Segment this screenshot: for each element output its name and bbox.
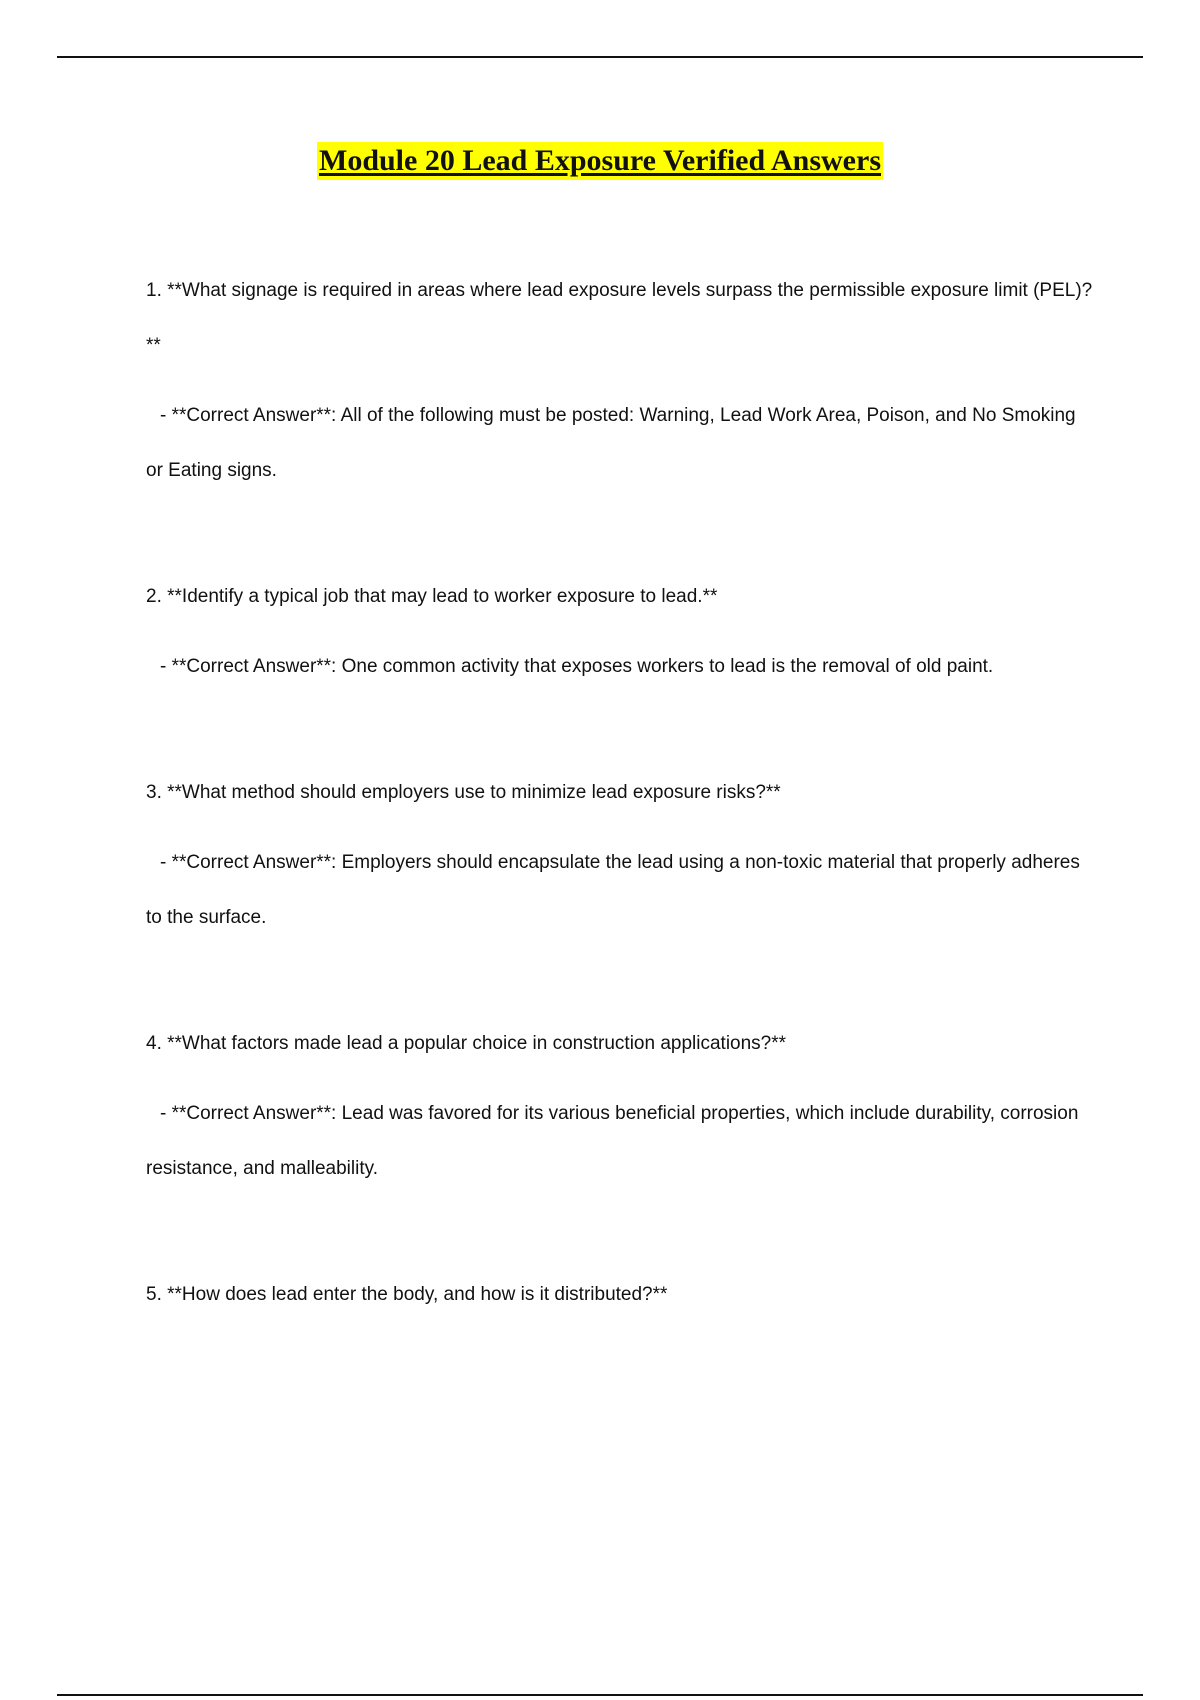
qa-item bbox=[146, 263, 1096, 498]
title-container bbox=[0, 142, 1200, 180]
answer-content: - **Correct Answer**: Lead was favored for its various beneficial properties, which include durability, corrosion resistance, and malleability. bbox=[146, 1103, 1079, 1179]
answer-text bbox=[146, 388, 1096, 498]
answer-content: - **Correct Answer**: Employers should encapsulate the lead using a non-toxic material that properly adheres to the surface. bbox=[146, 852, 1080, 928]
question-text: 4. **What factors made lead a popular choice in construction applications?** bbox=[146, 1033, 787, 1054]
qa-item bbox=[146, 1016, 1096, 1196]
header-rule bbox=[57, 56, 1143, 58]
answer-text bbox=[146, 835, 1096, 945]
question-text: 1. **What signage is required in areas where lead exposure levels surpass the permissible exposure limit (PEL)?** bbox=[146, 280, 1093, 356]
document-title: Module 20 Lead Exposure Verified Answers bbox=[317, 142, 883, 180]
qa-item bbox=[146, 765, 1096, 945]
question-text: 2. **Identify a typical job that may lead to worker exposure to lead.** bbox=[146, 586, 718, 607]
qa-item bbox=[146, 1267, 1096, 1322]
question-text: 5. **How does lead enter the body, and how is it distributed?** bbox=[146, 1284, 668, 1305]
qa-list bbox=[146, 275, 1096, 1322]
footer-rule bbox=[57, 1694, 1143, 1696]
qa-item bbox=[146, 569, 1096, 694]
question-text: 3. **What method should employers use to minimize lead exposure risks?** bbox=[146, 782, 781, 803]
answer-text bbox=[146, 639, 1096, 694]
answer-text bbox=[146, 1086, 1096, 1196]
answer-content: - **Correct Answer**: One common activity that exposes workers to lead is the removal of old paint. bbox=[160, 656, 994, 677]
answer-content: - **Correct Answer**: All of the following must be posted: Warning, Lead Work Area, Poison, and No Smoking or Eating signs. bbox=[146, 405, 1076, 481]
